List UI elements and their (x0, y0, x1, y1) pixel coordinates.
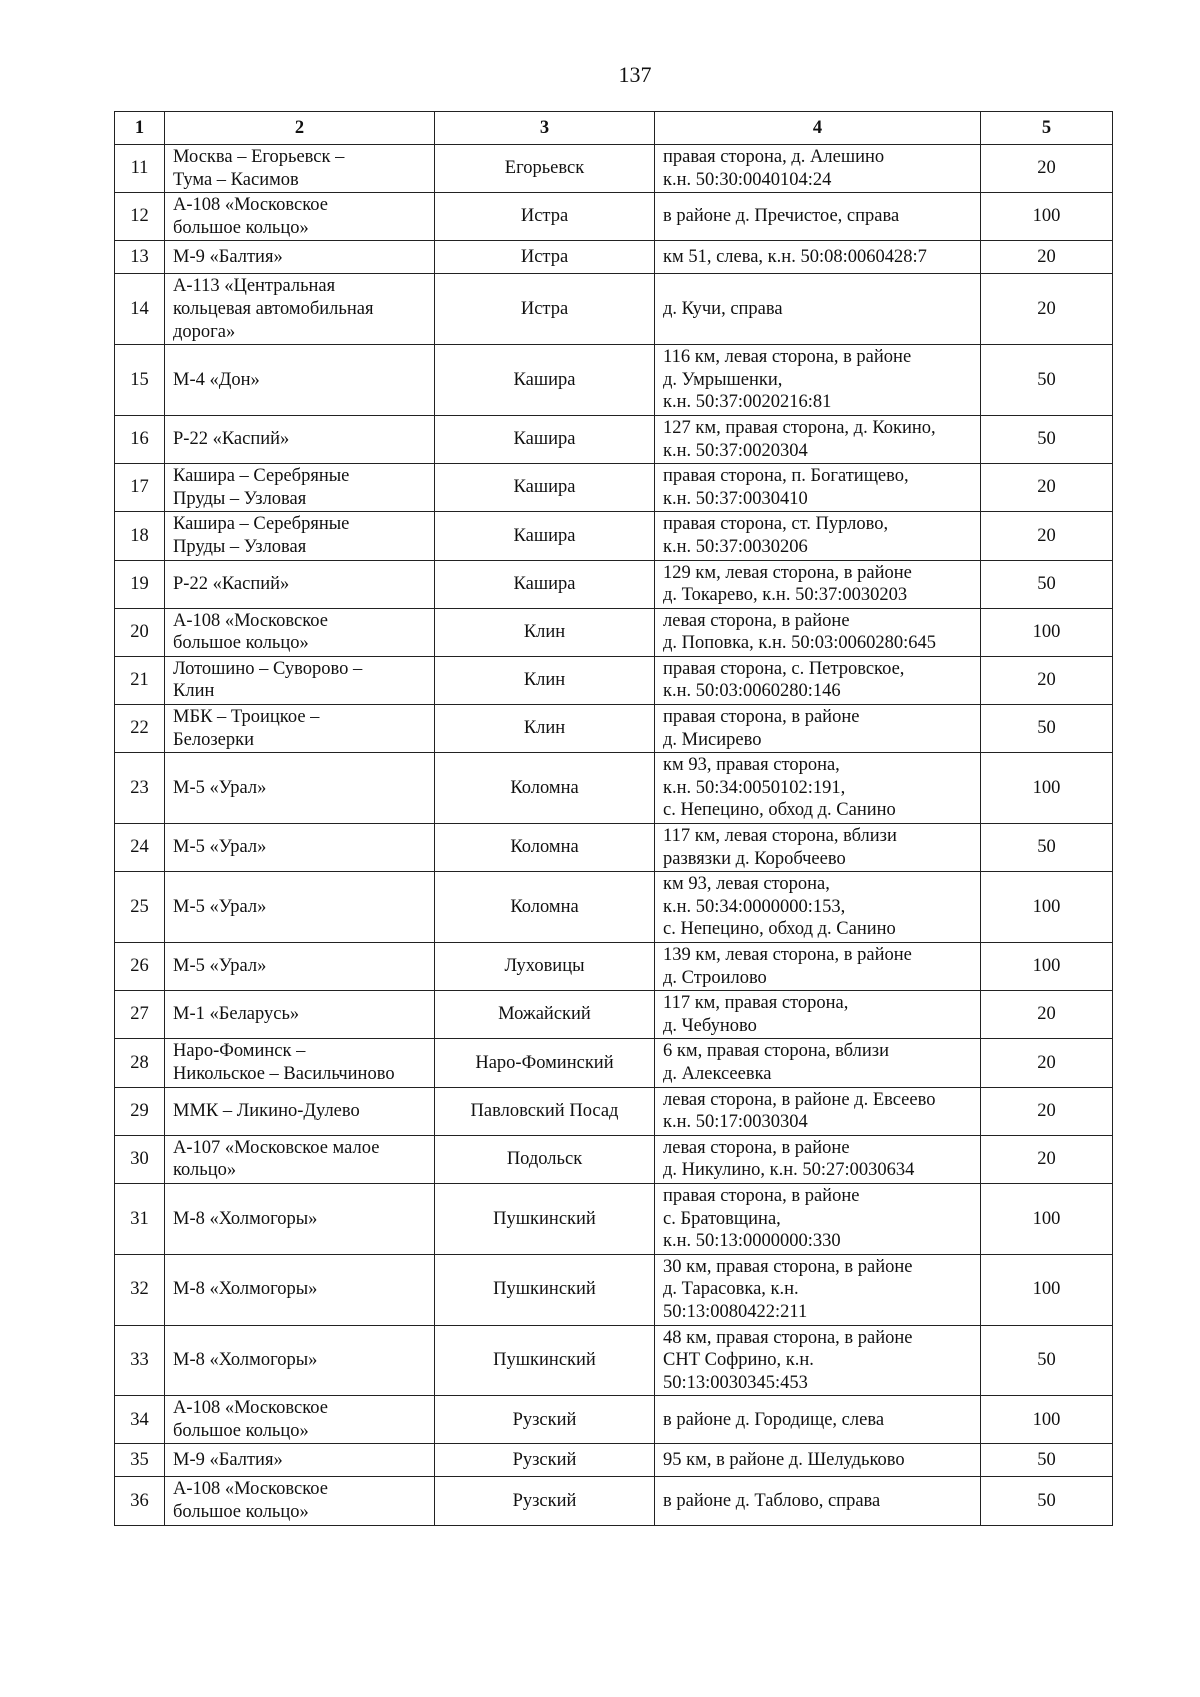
location-description: д. Кучи, справа (655, 274, 981, 345)
value: 20 (981, 656, 1113, 704)
row-number: 33 (115, 1325, 165, 1396)
row-number: 23 (115, 753, 165, 824)
district-name: Егорьевск (435, 145, 655, 193)
table-row (115, 943, 1113, 991)
value: 20 (981, 1135, 1113, 1183)
district-name: Кашира (435, 415, 655, 463)
road-name: М-8 «Холмогоры» (165, 1325, 435, 1396)
table-row (115, 824, 1113, 872)
road-name: Р-22 «Каспий» (165, 560, 435, 608)
location-description: км 51, слева, к.н. 50:08:0060428:7 (655, 241, 981, 274)
row-number: 32 (115, 1254, 165, 1325)
district-name: Пушкинский (435, 1254, 655, 1325)
row-number: 27 (115, 991, 165, 1039)
road-name: М-1 «Беларусь» (165, 991, 435, 1039)
location-description: левая сторона, в районе д. Евсеево к.н. 50:17:0030304 (655, 1087, 981, 1135)
row-number: 26 (115, 943, 165, 991)
row-number: 29 (115, 1087, 165, 1135)
road-name: А-113 «Центральная кольцевая автомобильная дорога» (165, 274, 435, 345)
district-name: Пушкинский (435, 1183, 655, 1254)
road-name: ММК – Ликино-Дулево (165, 1087, 435, 1135)
road-name: Кашира – Серебряные Пруды – Узловая (165, 512, 435, 560)
location-description: км 93, левая сторона, к.н. 50:34:0000000:153, с. Непецино, обход д. Санино (655, 872, 981, 943)
road-name: А-108 «Московское большое кольцо» (165, 1477, 435, 1525)
location-description: правая сторона, с. Петровское, к.н. 50:03:0060280:146 (655, 656, 981, 704)
row-number: 19 (115, 560, 165, 608)
location-description: 129 км, левая сторона, в районе д. Токарево, к.н. 50:37:0030203 (655, 560, 981, 608)
table-row (115, 512, 1113, 560)
district-name: Кашира (435, 512, 655, 560)
table-row (115, 1183, 1113, 1254)
value: 20 (981, 464, 1113, 512)
district-name: Клин (435, 705, 655, 753)
row-number: 18 (115, 512, 165, 560)
road-name: М-9 «Балтия» (165, 1444, 435, 1477)
district-name: Подольск (435, 1135, 655, 1183)
value: 100 (981, 943, 1113, 991)
table-row (115, 1325, 1113, 1396)
row-number: 15 (115, 345, 165, 416)
location-description: левая сторона, в районе д. Поповка, к.н. 50:03:0060280:645 (655, 608, 981, 656)
location-description: правая сторона, ст. Пурлово, к.н. 50:37:0030206 (655, 512, 981, 560)
row-number: 25 (115, 872, 165, 943)
value: 100 (981, 1396, 1113, 1444)
column-header-4: 4 (655, 112, 981, 145)
district-name: Луховицы (435, 943, 655, 991)
district-name: Павловский Посад (435, 1087, 655, 1135)
road-name: А-108 «Московское большое кольцо» (165, 193, 435, 241)
road-name: Лотошино – Суворово – Клин (165, 656, 435, 704)
value: 50 (981, 1444, 1113, 1477)
road-name: М-8 «Холмогоры» (165, 1254, 435, 1325)
road-name: Наро-Фоминск – Никольское – Васильчиново (165, 1039, 435, 1087)
district-name: Рузский (435, 1477, 655, 1525)
row-number: 13 (115, 241, 165, 274)
table-row (115, 345, 1113, 416)
value: 50 (981, 1325, 1113, 1396)
row-number: 17 (115, 464, 165, 512)
table-row (115, 608, 1113, 656)
district-name: Коломна (435, 824, 655, 872)
location-description: 117 км, правая сторона, д. Чебуново (655, 991, 981, 1039)
table-row (115, 1087, 1113, 1135)
row-number: 12 (115, 193, 165, 241)
district-name: Рузский (435, 1396, 655, 1444)
location-description: 139 км, левая сторона, в районе д. Строилово (655, 943, 981, 991)
value: 20 (981, 1087, 1113, 1135)
row-number: 21 (115, 656, 165, 704)
value: 20 (981, 274, 1113, 345)
district-name: Кашира (435, 560, 655, 608)
column-header-1: 1 (115, 112, 165, 145)
value: 100 (981, 753, 1113, 824)
road-name: М-5 «Урал» (165, 753, 435, 824)
row-number: 36 (115, 1477, 165, 1525)
road-name: М-8 «Холмогоры» (165, 1183, 435, 1254)
row-number: 35 (115, 1444, 165, 1477)
value: 50 (981, 560, 1113, 608)
road-name: М-5 «Урал» (165, 872, 435, 943)
location-description: 6 км, правая сторона, вблизи д. Алексеевка (655, 1039, 981, 1087)
district-name: Пушкинский (435, 1325, 655, 1396)
table-header-row (115, 112, 1113, 145)
location-description: правая сторона, в районе с. Братовщина, к.н. 50:13:0000000:330 (655, 1183, 981, 1254)
row-number: 24 (115, 824, 165, 872)
row-number: 22 (115, 705, 165, 753)
row-number: 28 (115, 1039, 165, 1087)
table-row (115, 241, 1113, 274)
location-description: 95 км, в районе д. Шелудьково (655, 1444, 981, 1477)
roadside-sites-table (114, 111, 1113, 1526)
table-row (115, 560, 1113, 608)
district-name: Истра (435, 274, 655, 345)
table-row (115, 193, 1113, 241)
location-description: правая сторона, в районе д. Мисирево (655, 705, 981, 753)
district-name: Рузский (435, 1444, 655, 1477)
value: 20 (981, 512, 1113, 560)
district-name: Истра (435, 193, 655, 241)
row-number: 16 (115, 415, 165, 463)
value: 50 (981, 1477, 1113, 1525)
value: 100 (981, 872, 1113, 943)
value: 50 (981, 824, 1113, 872)
table-row (115, 1396, 1113, 1444)
page-number: 137 (618, 62, 652, 87)
table-row (115, 1254, 1113, 1325)
row-number: 20 (115, 608, 165, 656)
table-row (115, 1135, 1113, 1183)
table-row (115, 991, 1113, 1039)
value: 50 (981, 345, 1113, 416)
row-number: 14 (115, 274, 165, 345)
road-name: А-107 «Московское малое кольцо» (165, 1135, 435, 1183)
district-name: Клин (435, 608, 655, 656)
table-row (115, 1444, 1113, 1477)
table-row (115, 464, 1113, 512)
row-number: 31 (115, 1183, 165, 1254)
column-header-2: 2 (165, 112, 435, 145)
location-description: в районе д. Таблово, справа (655, 1477, 981, 1525)
value: 100 (981, 1183, 1113, 1254)
location-description: левая сторона, в районе д. Никулино, к.н. 50:27:0030634 (655, 1135, 981, 1183)
table-row (115, 1039, 1113, 1087)
value: 100 (981, 1254, 1113, 1325)
table-row (115, 274, 1113, 345)
road-name: Кашира – Серебряные Пруды – Узловая (165, 464, 435, 512)
table-row (115, 145, 1113, 193)
row-number: 11 (115, 145, 165, 193)
road-name: М-9 «Балтия» (165, 241, 435, 274)
district-name: Истра (435, 241, 655, 274)
location-description: 117 км, левая сторона, вблизи развязки д. Коробчеево (655, 824, 981, 872)
column-header-5: 5 (981, 112, 1113, 145)
table-row (115, 753, 1113, 824)
location-description: км 93, правая сторона, к.н. 50:34:0050102:191, с. Непецино, обход д. Санино (655, 753, 981, 824)
value: 20 (981, 241, 1113, 274)
district-name: Клин (435, 656, 655, 704)
location-description: 30 км, правая сторона, в районе д. Тарасовка, к.н. 50:13:0080422:211 (655, 1254, 981, 1325)
value: 100 (981, 608, 1113, 656)
column-header-3: 3 (435, 112, 655, 145)
road-name: Москва – Егорьевск – Тума – Касимов (165, 145, 435, 193)
district-name: Можайский (435, 991, 655, 1039)
road-name: А-108 «Московское большое кольцо» (165, 608, 435, 656)
value: 20 (981, 1039, 1113, 1087)
road-name: Р-22 «Каспий» (165, 415, 435, 463)
district-name: Коломна (435, 753, 655, 824)
location-description: в районе д. Городище, слева (655, 1396, 981, 1444)
district-name: Наро-Фоминский (435, 1039, 655, 1087)
road-name: МБК – Троицкое – Белозерки (165, 705, 435, 753)
table-body (115, 145, 1113, 1526)
value: 20 (981, 991, 1113, 1039)
table-row (115, 872, 1113, 943)
value: 100 (981, 193, 1113, 241)
row-number: 34 (115, 1396, 165, 1444)
district-name: Коломна (435, 872, 655, 943)
district-name: Кашира (435, 345, 655, 416)
table-row (115, 1477, 1113, 1525)
location-description: 127 км, правая сторона, д. Кокино, к.н. 50:37:0020304 (655, 415, 981, 463)
location-description: правая сторона, д. Алешино к.н. 50:30:0040104:24 (655, 145, 981, 193)
road-name: А-108 «Московское большое кольцо» (165, 1396, 435, 1444)
table-row (115, 656, 1113, 704)
value: 20 (981, 145, 1113, 193)
road-name: М-5 «Урал» (165, 824, 435, 872)
location-description: правая сторона, п. Богатищево, к.н. 50:37:0030410 (655, 464, 981, 512)
row-number: 30 (115, 1135, 165, 1183)
location-description: 116 км, левая сторона, в районе д. Умрышенки, к.н. 50:37:0020216:81 (655, 345, 981, 416)
value: 50 (981, 705, 1113, 753)
value: 50 (981, 415, 1113, 463)
location-description: 48 км, правая сторона, в районе СНТ Софрино, к.н. 50:13:0030345:453 (655, 1325, 981, 1396)
road-name: М-4 «Дон» (165, 345, 435, 416)
table-row (115, 705, 1113, 753)
district-name: Кашира (435, 464, 655, 512)
location-description: в районе д. Пречистое, справа (655, 193, 981, 241)
road-name: М-5 «Урал» (165, 943, 435, 991)
table-row (115, 415, 1113, 463)
